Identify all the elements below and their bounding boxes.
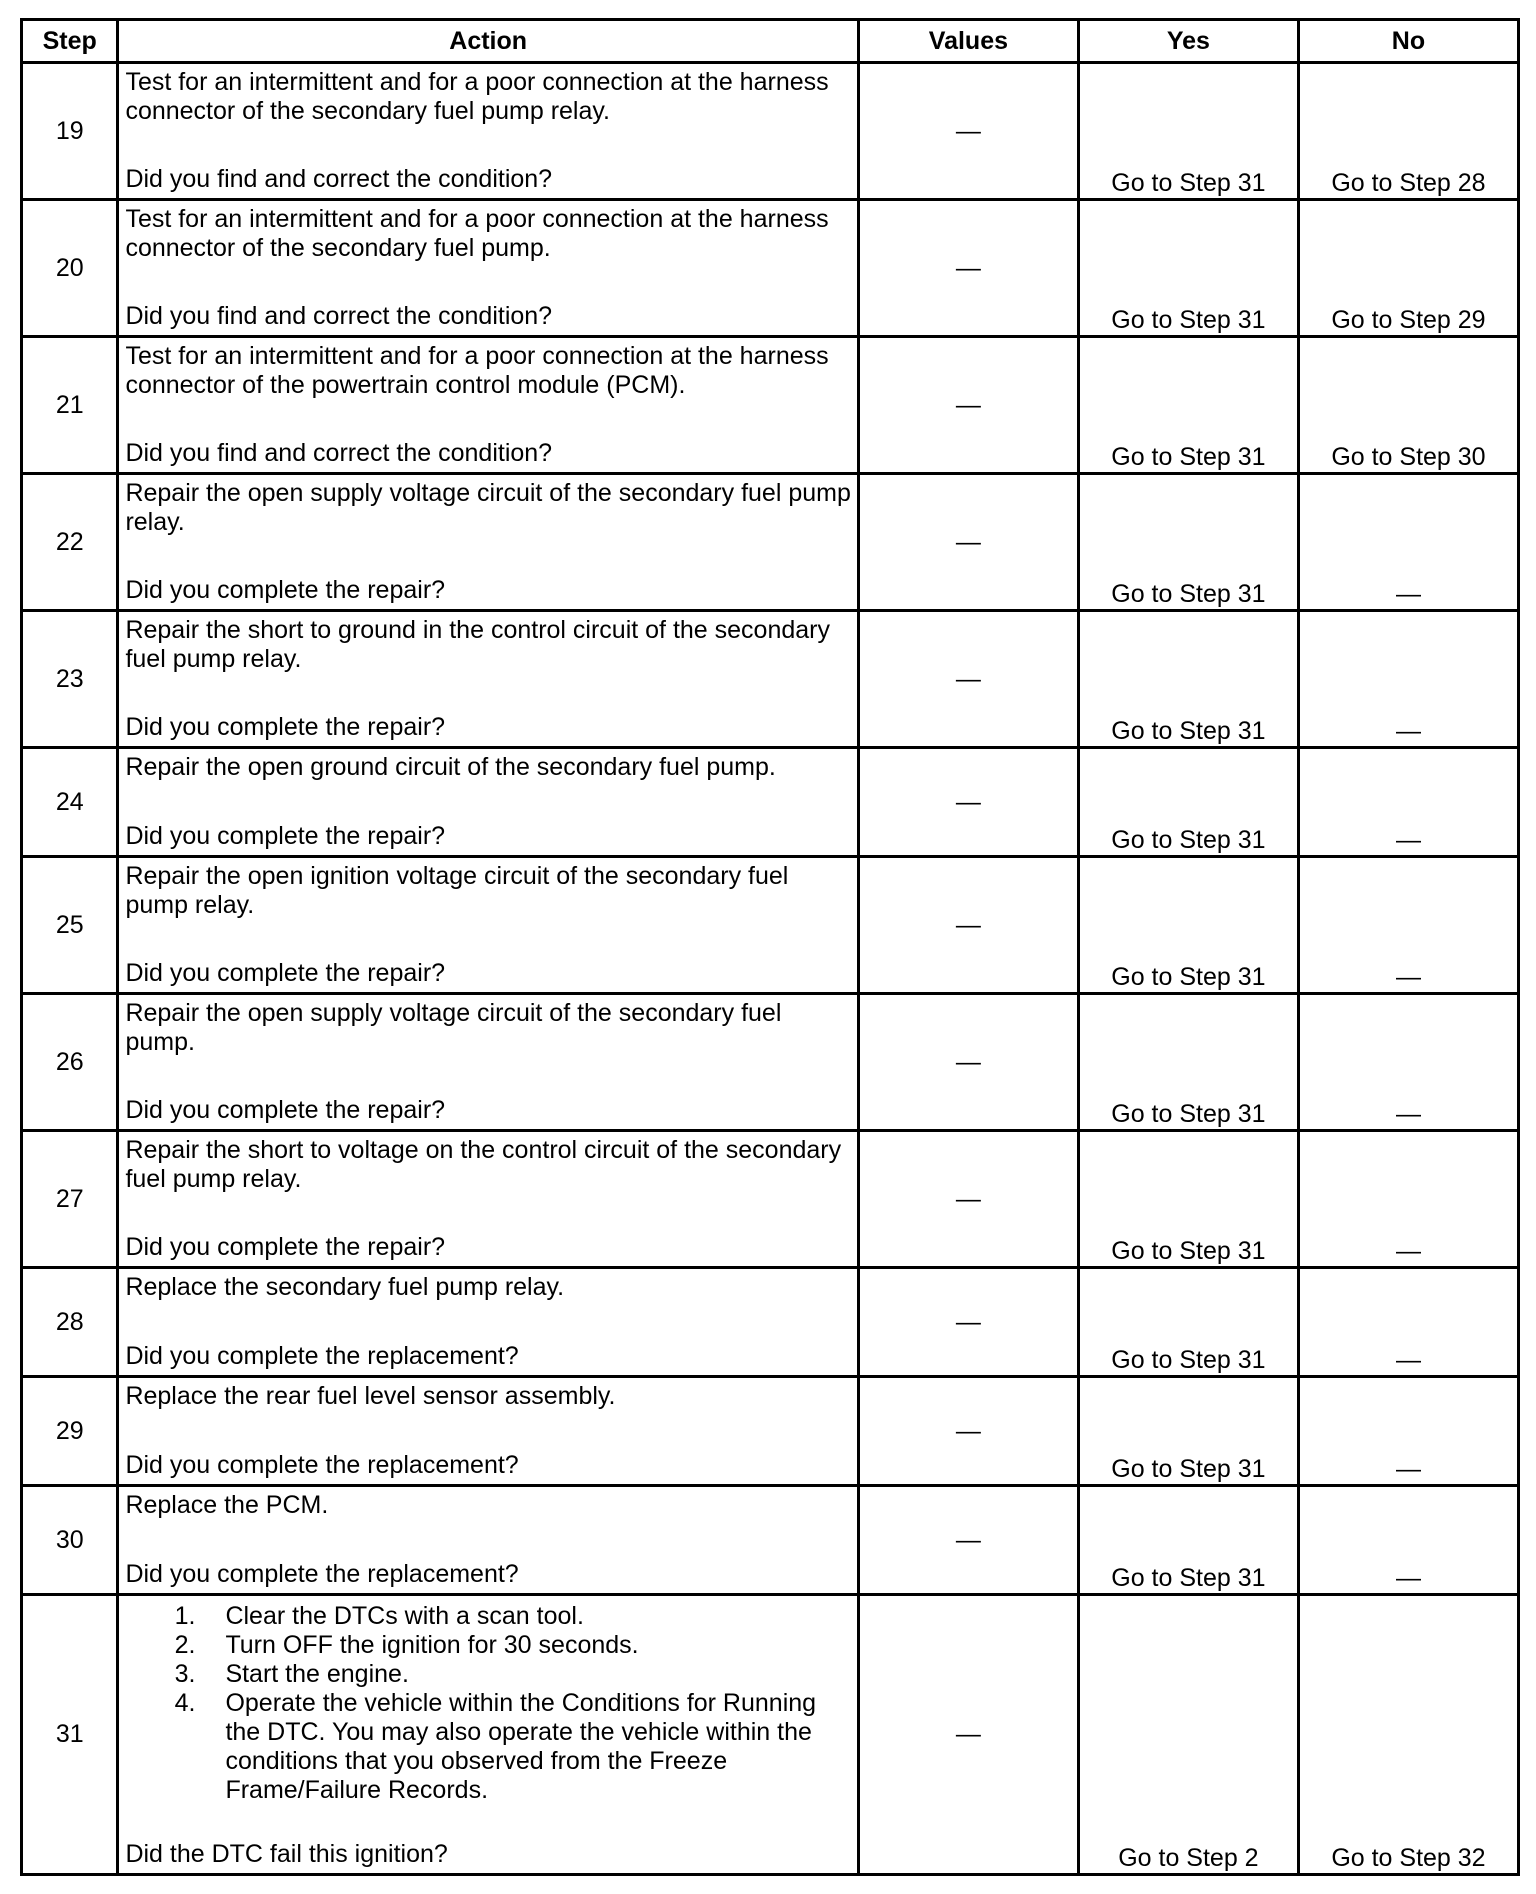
table-row bbox=[22, 337, 1519, 474]
yes-cell: Go to Step 31 bbox=[1078, 200, 1298, 337]
list-item-number: 1. bbox=[174, 1602, 196, 1630]
table-row bbox=[22, 1486, 1519, 1595]
list-item-number: 2. bbox=[174, 1631, 196, 1659]
action-text: Repair the short to ground in the control circuit of the secondary fuel pump relay. bbox=[125, 616, 830, 673]
no-cell: Go to Step 28 bbox=[1298, 63, 1518, 200]
header-step: Step bbox=[22, 20, 118, 63]
yes-cell: Go to Step 31 bbox=[1078, 611, 1298, 748]
table-row bbox=[22, 1377, 1519, 1486]
list-item bbox=[125, 1660, 850, 1689]
values-cell: — bbox=[858, 1131, 1078, 1268]
table-row bbox=[22, 857, 1519, 994]
values-cell: — bbox=[858, 748, 1078, 857]
header-action: Action bbox=[118, 20, 858, 63]
yes-cell: Go to Step 31 bbox=[1078, 1377, 1298, 1486]
diagnostic-table bbox=[20, 18, 1520, 1876]
action-question: Did you complete the repair? bbox=[125, 576, 446, 604]
values-cell: — bbox=[858, 857, 1078, 994]
action-question: Did you find and correct the condition? bbox=[125, 439, 553, 467]
no-cell: — bbox=[1298, 994, 1518, 1131]
action-question: Did you complete the replacement? bbox=[125, 1342, 519, 1370]
step-number: 22 bbox=[22, 474, 118, 611]
step-number: 29 bbox=[22, 1377, 118, 1486]
action-text: Repair the open supply voltage circuit of the secondary fuel pump relay. bbox=[125, 479, 851, 536]
action-text: Replace the rear fuel level sensor assembly. bbox=[125, 1382, 616, 1410]
table-row bbox=[22, 994, 1519, 1131]
action-question: Did the DTC fail this ignition? bbox=[125, 1840, 448, 1868]
action-question: Did you find and correct the condition? bbox=[125, 302, 553, 330]
values-cell: — bbox=[858, 1595, 1078, 1875]
yes-cell: Go to Step 31 bbox=[1078, 1131, 1298, 1268]
action-question: Did you complete the repair? bbox=[125, 1233, 446, 1261]
action-text: Test for an intermittent and for a poor connection at the harness connector of the secondary fuel pump. bbox=[125, 205, 829, 262]
step-number: 25 bbox=[22, 857, 118, 994]
table-row bbox=[22, 63, 1519, 200]
yes-cell: Go to Step 31 bbox=[1078, 1486, 1298, 1595]
action-cell bbox=[118, 1486, 858, 1595]
action-text: Replace the secondary fuel pump relay. bbox=[125, 1273, 565, 1301]
list-item-text: Clear the DTCs with a scan tool. bbox=[225, 1602, 584, 1630]
action-question: Did you complete the repair? bbox=[125, 822, 446, 850]
header-values: Values bbox=[858, 20, 1078, 63]
action-cell bbox=[118, 1595, 858, 1875]
action-cell bbox=[118, 857, 858, 994]
table-row bbox=[22, 611, 1519, 748]
values-cell: — bbox=[858, 994, 1078, 1131]
yes-cell: Go to Step 31 bbox=[1078, 1268, 1298, 1377]
table-row bbox=[22, 200, 1519, 337]
header-row bbox=[22, 20, 1519, 63]
list-item bbox=[125, 1631, 850, 1660]
list-item-text: Turn OFF the ignition for 30 seconds. bbox=[225, 1631, 639, 1659]
header-yes: Yes bbox=[1078, 20, 1298, 63]
step-number: 23 bbox=[22, 611, 118, 748]
yes-cell: Go to Step 31 bbox=[1078, 337, 1298, 474]
yes-cell: Go to Step 31 bbox=[1078, 63, 1298, 200]
header-no: No bbox=[1298, 20, 1518, 63]
no-cell: — bbox=[1298, 474, 1518, 611]
action-text: Repair the open supply voltage circuit of the secondary fuel pump. bbox=[125, 999, 782, 1056]
no-cell: — bbox=[1298, 1377, 1518, 1486]
list-item-text: Operate the vehicle within the Conditions for Running the DTC. You may also operate the vehicle within the conditions that you observed from the Freeze Frame/Failure Records. bbox=[225, 1689, 817, 1804]
action-text: Test for an intermittent and for a poor connection at the harness connector of the powertrain control module (PCM). bbox=[125, 342, 829, 399]
action-cell bbox=[118, 994, 858, 1131]
table-row bbox=[22, 474, 1519, 611]
step-number: 20 bbox=[22, 200, 118, 337]
action-question: Did you complete the replacement? bbox=[125, 1560, 519, 1588]
no-cell: Go to Step 32 bbox=[1298, 1595, 1518, 1875]
action-question: Did you complete the repair? bbox=[125, 1096, 446, 1124]
action-cell bbox=[118, 611, 858, 748]
table-row bbox=[22, 748, 1519, 857]
action-cell bbox=[118, 1377, 858, 1486]
table-row-final bbox=[22, 1595, 1519, 1875]
action-text: Replace the PCM. bbox=[125, 1491, 329, 1519]
step-number: 19 bbox=[22, 63, 118, 200]
step-number: 27 bbox=[22, 1131, 118, 1268]
yes-cell: Go to Step 31 bbox=[1078, 474, 1298, 611]
action-cell bbox=[118, 1268, 858, 1377]
values-cell: — bbox=[858, 474, 1078, 611]
values-cell: — bbox=[858, 1377, 1078, 1486]
step-number: 24 bbox=[22, 748, 118, 857]
list-item bbox=[125, 1689, 850, 1805]
yes-cell: Go to Step 2 bbox=[1078, 1595, 1298, 1875]
step-number: 21 bbox=[22, 337, 118, 474]
step-number: 28 bbox=[22, 1268, 118, 1377]
list-item-text: Start the engine. bbox=[225, 1660, 409, 1688]
yes-cell: Go to Step 31 bbox=[1078, 857, 1298, 994]
action-cell bbox=[118, 337, 858, 474]
no-cell: Go to Step 30 bbox=[1298, 337, 1518, 474]
action-text: Repair the short to voltage on the control circuit of the secondary fuel pump relay. bbox=[125, 1136, 842, 1193]
no-cell: Go to Step 29 bbox=[1298, 200, 1518, 337]
values-cell: — bbox=[858, 200, 1078, 337]
yes-cell: Go to Step 31 bbox=[1078, 748, 1298, 857]
action-cell bbox=[118, 63, 858, 200]
action-cell bbox=[118, 474, 858, 611]
action-cell bbox=[118, 200, 858, 337]
action-question: Did you complete the repair? bbox=[125, 959, 446, 987]
list-item bbox=[125, 1602, 850, 1631]
no-cell: — bbox=[1298, 1131, 1518, 1268]
step-number: 30 bbox=[22, 1486, 118, 1595]
step-number: 26 bbox=[22, 994, 118, 1131]
action-question: Did you complete the replacement? bbox=[125, 1451, 519, 1479]
action-cell bbox=[118, 748, 858, 857]
no-cell: — bbox=[1298, 1268, 1518, 1377]
action-text: Repair the open ignition voltage circuit of the secondary fuel pump relay. bbox=[125, 862, 789, 919]
action-text: Test for an intermittent and for a poor connection at the harness connector of the secondary fuel pump relay. bbox=[125, 68, 829, 125]
list-item-number: 4. bbox=[174, 1689, 196, 1717]
no-cell: — bbox=[1298, 611, 1518, 748]
action-question: Did you complete the repair? bbox=[125, 713, 446, 741]
values-cell: — bbox=[858, 337, 1078, 474]
values-cell: — bbox=[858, 63, 1078, 200]
action-cell bbox=[118, 1131, 858, 1268]
action-question: Did you find and correct the condition? bbox=[125, 165, 553, 193]
step-number: 31 bbox=[22, 1595, 118, 1875]
table-row bbox=[22, 1268, 1519, 1377]
values-cell: — bbox=[858, 611, 1078, 748]
values-cell: — bbox=[858, 1486, 1078, 1595]
no-cell: — bbox=[1298, 1486, 1518, 1595]
no-cell: — bbox=[1298, 857, 1518, 994]
action-text: Repair the open ground circuit of the secondary fuel pump. bbox=[125, 753, 776, 781]
table-row bbox=[22, 1131, 1519, 1268]
values-cell: — bbox=[858, 1268, 1078, 1377]
list-item-number: 3. bbox=[174, 1660, 196, 1688]
no-cell: — bbox=[1298, 748, 1518, 857]
procedure-list bbox=[125, 1602, 850, 1805]
yes-cell: Go to Step 31 bbox=[1078, 994, 1298, 1131]
